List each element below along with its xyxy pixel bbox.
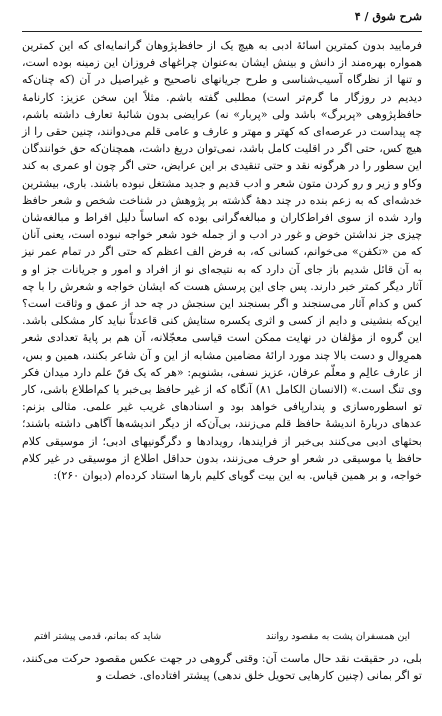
running-head: ۴ / شرح شوق bbox=[354, 10, 422, 23]
verse-couplet bbox=[22, 631, 422, 642]
header-rule bbox=[22, 31, 422, 32]
main-text bbox=[22, 37, 422, 484]
main-paragraph: فرمایید بدون کمترین اسائهٔ ادبی به هیچ یک از حافظ‌پژوهان گرانمایه‌ای که این کمترین همواره بهره‌مند از دانش و بینش ایشان به‌عنوان چراغهای فروزان این زمینه بوده است، و تنها از نظرگاه آسیب‌شناسی و طرح جریانهای ناصحیح و غیراصیل در آن (که چنان‌که دیدیم در روزگار ما گرم‌تر است) مطلبی گفته باشم. مثلاً این سخن عزیز: کارنامهٔ حافظ‌پژوهی «پربرگ» باشد ولی «پربار» نه) عرایضی بدون شائبهٔ تعارف داشته باشم، چه پیداست در عرصه‌ای که کهتر و مهتر و عارف و عامی قلم می‌دوانند، چنین حقی را از هیچ کس، حتی اگر در اقلیت کامل باشد، نمی‌توان دریغ داشت، همچنان‌که حق خوانندگان این سطور را در هرگونه نقد و حتی تنقیدی بر این عرایض، حتی اگر چون او عمری به کند وکاو و زیر و رو کردن متون شعر و ادب قدیم و جدید مشتغل نبوده باشند. باری، بیشترین خدشه‌ای که به زعم بنده در چند دههٔ گذشته بر پژوهش در شناخت شخص و شعر حافظ وارد شده از سوی افراط‌کاران و مبالغه‌گرانی بوده که اساساً دلیل افراط و مبالغه‌شان چیزی جز نداشتن خوض و غور در ادب و از جمله خود شعر خواجه نبوده است، یعنی آنان که من «تکفن» می‌خوانم، کسانی که، به فرض الف اعظم که حتی اگر در تمام عمر نیز به آن قائل شدیم باز جای آن دارد که به نتیجه‌ای نو از افراد و امور و جریانات جز او و آثار دیگر کمتر خبر دارند. پس جای این پرسش هست که ایشان خواجه و شعرش را با چه کس و کدام آثار می‌سنجند و اگر بسنجند این سنجش در چه حد از عمق و وثاقت است؟ این‌که بنشینی و دایم از کسی و اثری یکسره ستایش کنی قاعدتاً نباید کار مشکلی باشد. این گروه از مؤلفان در نهایت ممکن است قیاسی معجّلانه، آن هم بر پایهٔ تعدادی شعر همرِوال و دست بالا چند مورد ارائهٔ مضامین مشابه از این و آن شاعر بکنند، همین و بس، از عارف عالِم و معلّم عرفان، عزیز نسفی، بشنویم: «هر که یک فنّ علم دارد میدان فکر وی تنگ است.» (الانسان الکامل ۸۱) آنگاه که از غیر حافظ بی‌خبر یا کم‌اطلاع باشی، کار تو اسطوره‌سازی و پندارپافی خواهد بود و اسنادهای غریب غیر علمی. مثالی بزنم: عدهای دربارهٔ اندیشهٔ حافظ قلم می‌زنند، بی‌آن‌که از دیگر اندیشه‌ها آگاهی داشته باشند؛ بحثهای ادبی می‌کنند بی‌خبر از فرایندها، رویدادها و دگرگونیهای ادبی؛ از موسیقی کلام حافظ یا موسیقی در شعر او حرف می‌زنند، بدون حداقل اطلاع از موسیقی در غیر کلام خواجه، و بر همین قیاس. به این بیت گویای کلیم بارها استناد کرده‌ام (دیوان ۲۶۰): bbox=[22, 39, 422, 483]
closing-paragraph: بلی، در حقیقت نقد حال ماست آن: وقتی گروهی در جهت عکس مقصود حرکت می‌کنند، تو اگر بمانی (چنین کارهایی تحویل خلق ندهی) پیشتر افتاده‌ای. خصلت و bbox=[22, 652, 422, 683]
verse-hemistich-second: شاید که بمانم، قدمی پیشتر افتم bbox=[34, 631, 162, 642]
verse-hemistich-first: این همسفران پشت به مقصود روانند bbox=[265, 631, 410, 642]
closing-text bbox=[22, 650, 422, 684]
book-page bbox=[22, 10, 422, 710]
